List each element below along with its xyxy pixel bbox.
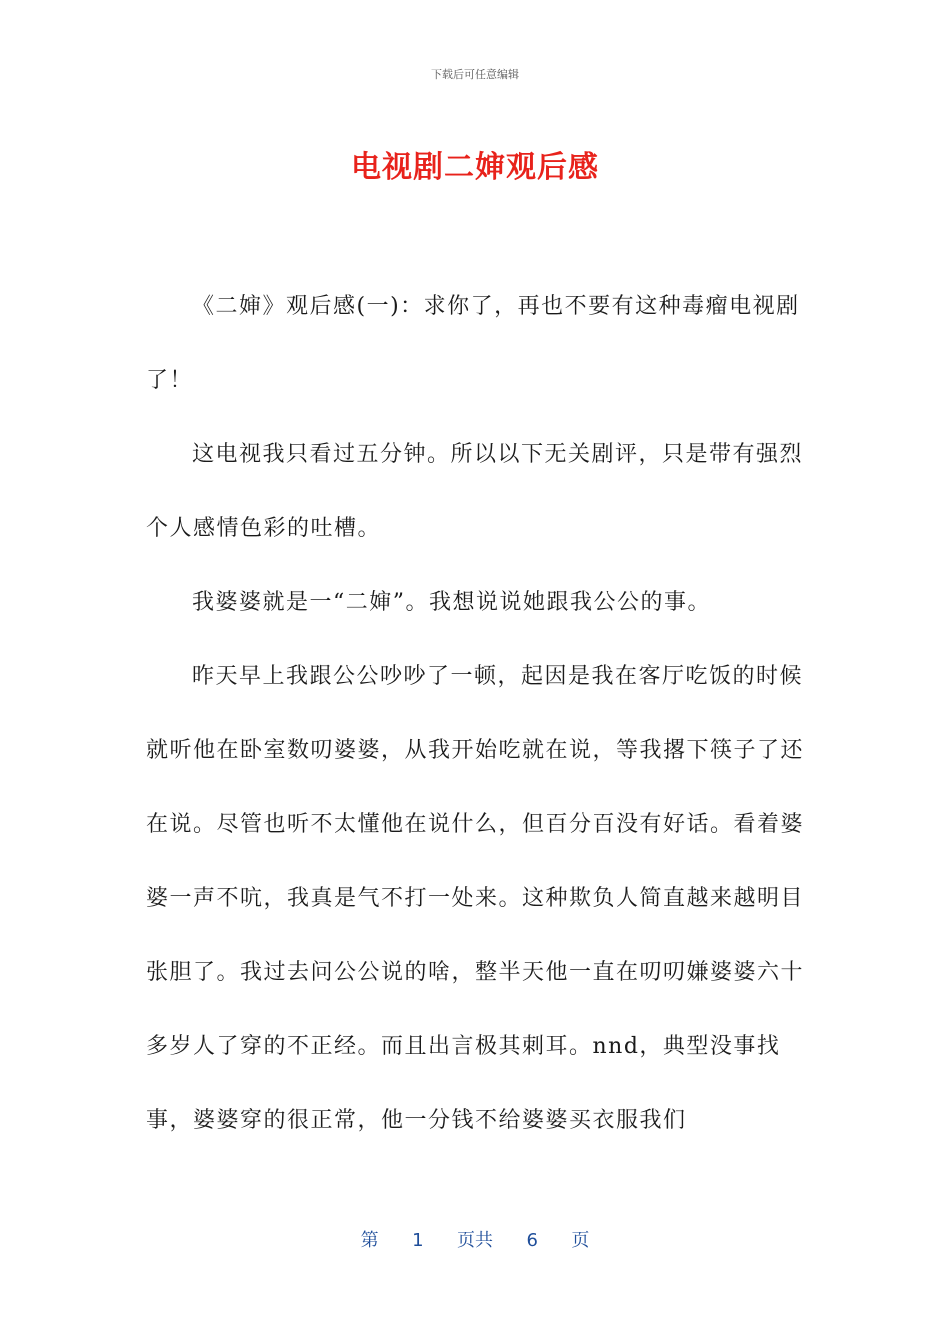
page-number: 1 [412, 1230, 424, 1251]
page-footer [0, 1226, 950, 1252]
paragraph: 《二婶》观后感(一)：求你了，再也不要有这种毒瘤电视剧了！ [146, 294, 800, 393]
page-prefix: 第 [360, 1230, 379, 1251]
paragraph: 我婆婆就是一“二婶”。我想说说她跟我公公的事。 [192, 590, 711, 615]
header-note: 下载后可任意编辑 [431, 68, 519, 81]
paragraph: 昨天早上我跟公公吵吵了一顿，起因是我在客厅吃饭的时候就听他在卧室数叨婆婆，从我开始吃就在说，等我撂下筷子了还在说。尽管也听不太懂他在说什么，但百分百没有好话。看着婆婆一声不吭，我真是气不打一处来。这种欺负人简直越来越明目张胆了。我过去问公公说的啥，整半天他一直在叨叨嫌婆婆六十多岁人了穿的不正经。而且出言极其刺耳。nnd，典型没事找事，婆婆穿的很正常，他一分钱不给婆婆买衣服我们 [146, 664, 805, 1133]
document-body [146, 270, 806, 1158]
document-title: 电视剧二婶观后感 [351, 150, 599, 185]
page-label: 页共 [457, 1230, 493, 1251]
total-pages: 6 [526, 1230, 538, 1251]
paragraph: 这电视我只看过五分钟。所以以下无关剧评，只是带有强烈个人感情色彩的吐槽。 [146, 442, 804, 541]
page-suffix: 页 [571, 1230, 590, 1251]
